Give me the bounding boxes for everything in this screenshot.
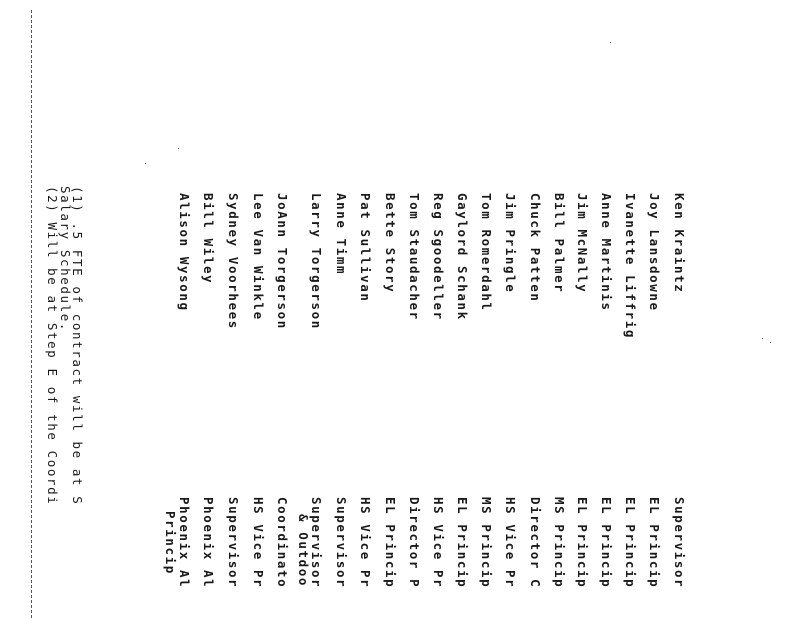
footnote-1-continued: Salary Schedule. xyxy=(58,186,73,333)
scan-speck xyxy=(145,163,146,164)
scan-speck xyxy=(762,338,763,339)
staff-title: EL Princip xyxy=(575,497,590,589)
staff-title: Phoenix Al xyxy=(201,497,216,589)
staff-name: Chuck Patten xyxy=(528,193,543,303)
staff-name: Lee Van Winkle xyxy=(251,193,266,321)
staff-name: Pat Sullivan xyxy=(358,193,373,303)
staff-name: Jim McNally xyxy=(575,193,590,294)
staff-name: Ivanette Liffrig xyxy=(623,193,638,340)
staff-title: Supervisor xyxy=(672,497,687,589)
scan-edge-line xyxy=(31,10,32,618)
staff-name: Tom Romerdahl xyxy=(479,193,494,312)
staff-name: Ken Kraintz xyxy=(672,193,687,294)
staff-title: Director C xyxy=(528,497,543,589)
staff-name: Bill Palmer xyxy=(552,193,567,294)
staff-title: Supervisor xyxy=(334,497,349,589)
staff-name: Reg Sgoodeller xyxy=(431,193,446,321)
staff-title: HS Vice Pr xyxy=(503,497,518,589)
staff-title: MS Princip xyxy=(479,497,494,589)
staff-title: EL Princip xyxy=(599,497,614,589)
staff-title: EL Princip xyxy=(383,497,398,589)
staff-title: Supervisor xyxy=(226,497,241,589)
staff-name: Anne Timm xyxy=(334,193,349,276)
staff-name: Bill Wiley xyxy=(201,193,216,285)
footnote-2: (2) Will be at Step E of the Coordi xyxy=(45,186,60,506)
staff-title: EL Princip xyxy=(647,497,662,589)
staff-name: Sydney Voorhees xyxy=(226,193,241,330)
staff-title: EL Princip xyxy=(455,497,470,589)
staff-title: Coordinato xyxy=(275,497,290,589)
staff-title: EL Princip xyxy=(623,497,638,589)
staff-name: Gaylord Schank xyxy=(455,193,470,321)
staff-title: HS Vice Pr xyxy=(431,497,446,589)
staff-title: HS Vice Pr xyxy=(251,497,266,589)
scan-speck xyxy=(770,342,771,343)
staff-name: Jim Pringle xyxy=(503,193,518,294)
staff-name: Tom Staudacher xyxy=(407,193,422,321)
staff-name: Alison Wysong xyxy=(177,193,192,312)
staff-name: Larry Torgerson xyxy=(309,193,324,330)
staff-title: Supervisor xyxy=(309,497,324,589)
scan-speck xyxy=(178,148,179,149)
staff-title: Phoenix Al xyxy=(177,497,192,589)
staff-title-continued: & Outdoo xyxy=(296,514,311,588)
staff-title: Director P xyxy=(407,497,422,589)
staff-title-continued: Princip xyxy=(163,511,178,575)
staff-title: MS Princip xyxy=(552,497,567,589)
staff-name: Anne Martinis xyxy=(599,193,614,312)
staff-name: JoAnn Torgerson xyxy=(275,193,290,330)
staff-name: Joy Lansdowne xyxy=(647,193,662,312)
footnote-1: (1) .5 FTE of contract will be at S xyxy=(70,186,85,506)
staff-title: HS Vice Pr xyxy=(358,497,373,589)
staff-name: Bette Story xyxy=(383,193,398,294)
scan-speck xyxy=(610,42,611,43)
